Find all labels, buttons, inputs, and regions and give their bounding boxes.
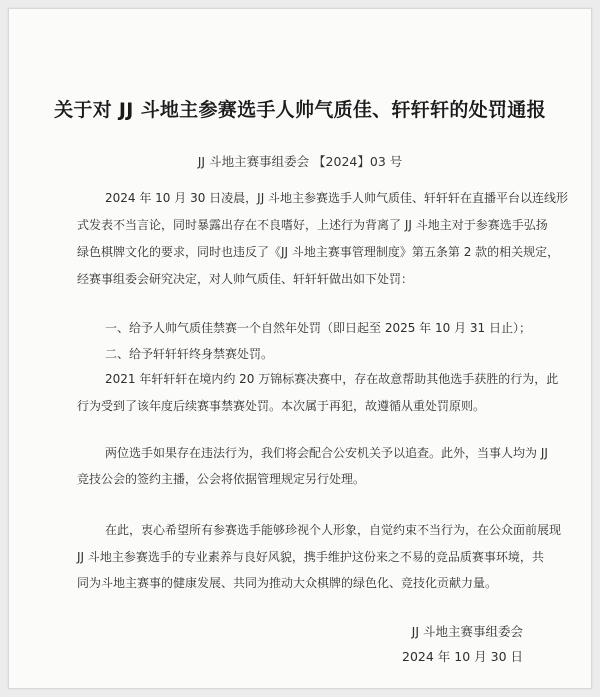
paragraph-3-line-2: 行为受到了该年度后续赛事禁赛处罚。本次属于再犯，故遵循从重处罚原则。 [77, 399, 486, 413]
paragraph-3-line-1: 2021 年轩轩轩在境内约 20 万锦标赛决赛中，存在故意帮助其他选手获胜的行为，此 [105, 372, 559, 386]
signature-date: 2024 年 10 月 30 日 [402, 649, 523, 664]
document-number: JJ 斗地主赛事组委会 【2024】03 号 [197, 154, 403, 169]
paragraph-5-line-2: JJ 斗地主参赛选手的专业素养与良好风貌，携手维护这份来之不易的竞品质赛事环境，共 [77, 550, 544, 564]
signature-org: JJ 斗地主赛事组委会 [411, 624, 523, 639]
document-title: 关于对 JJ 斗地主参赛选手人帅气质佳、轩轩轩的处罚通报 [54, 99, 546, 121]
paragraph-4-line-2: 竞技公会的签约主播，公会将依据管理规定另行处理。 [77, 472, 366, 486]
penalty-item-1: 一、给予人帅气质佳禁赛一个自然年处罚（即日起至 2025 年 10 月 31 日止）； [105, 321, 531, 335]
paragraph-1-line-2: 式发表不当言论，同时暴露出存在不良嗜好，上述行为背离了 JJ 斗地主对于参赛选手弘扬 [77, 218, 548, 232]
document-page [8, 8, 592, 689]
paragraph-1-line-4: 经赛事组委会研究决定，对人帅气质佳、轩轩轩做出如下处罚： [77, 272, 414, 286]
paragraph-5-line-1: 在此，衷心希望所有参赛选手能够珍视个人形象，自觉约束不当行为，在公众面前展现 [105, 523, 562, 537]
paragraph-1-line-1: 2024 年 10 月 30 日凌晨，JJ 斗地主参赛选手人帅气质佳、轩轩轩在直播平台以连线形 [105, 191, 569, 205]
paragraph-5-line-3: 同为斗地主赛事的健康发展、共同为推动大众棋牌的绿色化、竞技化贡献力量。 [77, 576, 498, 590]
penalty-item-2: 二、给予轩轩轩终身禁赛处罚。 [105, 347, 274, 361]
paragraph-1-line-3: 绿色棋牌文化的要求，同时也违反了《JJ 斗地主赛事管理制度》第五条第 2 款的相关规定， [77, 245, 560, 259]
paragraph-4-line-1: 两位选手如果存在违法行为，我们将会配合公安机关予以追查。此外，当事人均为 JJ [105, 446, 548, 460]
